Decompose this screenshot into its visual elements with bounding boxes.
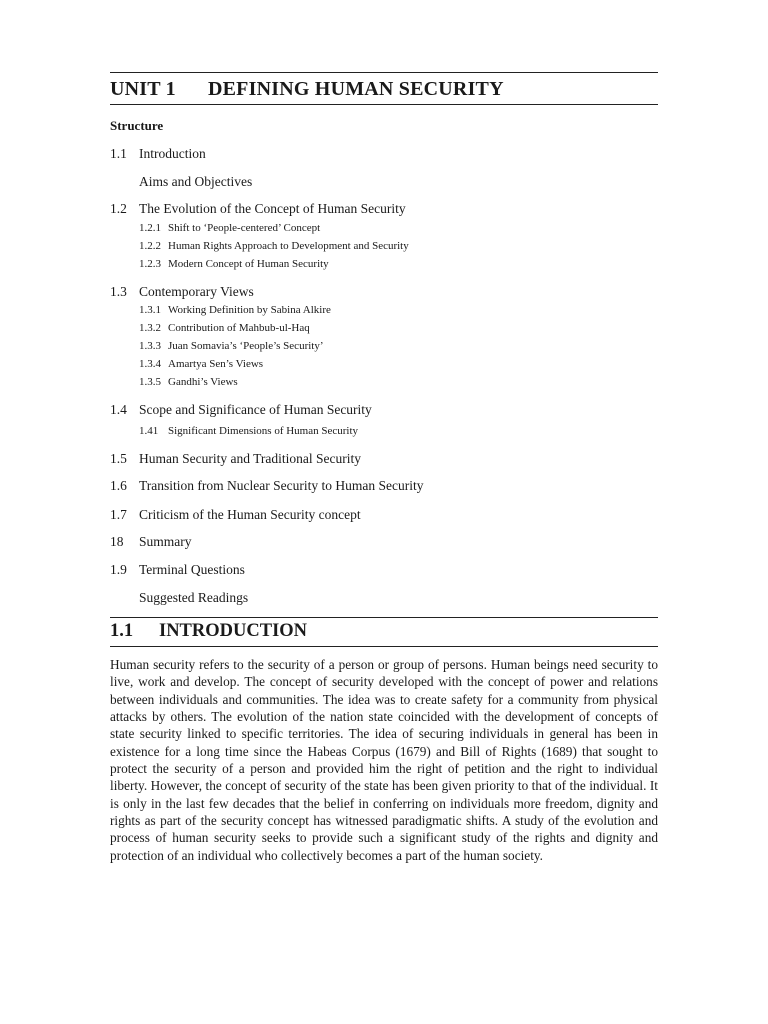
toc-label: Significant Dimensions of Human Security [168,425,359,437]
toc-number: 1.3.2 [139,322,161,334]
toc-subitem [139,340,324,352]
toc-label: Juan Somavia’s ‘People’s Security’ [168,340,324,352]
toc-label: The Evolution of the Concept of Human Security [139,201,406,216]
toc-item [110,284,254,300]
toc-subitem [139,425,358,437]
toc-number: 1.5 [110,451,127,466]
toc-number: 1.41 [139,425,159,437]
toc-number: 1.2 [110,201,127,216]
toc-label: Shift to ‘People-centered’ Concept [168,222,321,234]
toc-item [110,507,361,523]
toc-label: Transition from Nuclear Security to Human Security [139,478,424,493]
toc-subitem [139,222,320,234]
toc-label: Modern Concept of Human Security [168,258,329,270]
toc-number: 1.1 [110,146,127,161]
toc-number: 1.6 [110,478,127,493]
toc-item [110,478,423,494]
toc-number: 18 [110,534,124,549]
structure-heading: Structure [110,118,164,133]
toc-subitem [139,258,329,270]
section-title [110,621,307,642]
toc-number: 1.4 [110,402,127,417]
toc-number: 1.2.2 [139,240,161,252]
toc-item [110,201,406,217]
toc-label: Gandhi’s Views [168,376,238,388]
toc-label: Contemporary Views [139,284,254,299]
section-number: 1.1 [110,621,134,641]
toc-number: 1.3 [110,284,127,299]
toc-subitem [139,322,310,334]
toc-label: Criticism of the Human Security concept [139,507,361,522]
toc-item [110,451,361,467]
toc-label: Introduction [139,146,206,161]
toc-subitem [139,358,263,370]
toc-subitem [139,304,331,316]
toc-item [110,590,248,606]
toc-label: Amartya Sen’s Views [168,358,264,370]
toc-number: 1.7 [110,507,127,522]
toc-number: 1.9 [110,562,127,577]
toc-number: 1.3.5 [139,376,161,388]
toc-label: Terminal Questions [139,562,245,577]
toc-label: Summary [139,534,192,549]
toc-label: Scope and Significance of Human Security [139,402,372,417]
toc-number: 1.2.3 [139,258,161,270]
toc-label: Human Security and Traditional Security [139,451,361,466]
toc-item [110,562,245,578]
toc-subitem [139,240,409,252]
toc-item [110,146,206,162]
toc-label: Contribution of Mahbub-ul-Haq [168,322,310,334]
title-underline-rule [110,104,658,105]
toc-number: 1.3.4 [139,358,161,370]
toc-label: Aims and Objectives [139,174,253,189]
toc-item [110,174,252,190]
unit-label: UNIT 1 [110,78,176,100]
top-rule [110,72,658,73]
section-top-rule [110,617,658,618]
toc-subitem [139,376,238,388]
intro-paragraph: Human security refers to the security of a person or group of persons. Human beings need security to live, work and develop. The concept of security developed with the concept of power and relations between individuals and communities. The idea was to create safety for a community from physical attacks by others. The evolution of the nation state coincided with the development of concepts of state security linked to specific territories. The idea of securing individuals in general has been in existence for a long time since the Habeas Corpus (1679) and Bill of Rights (1689) that sought to protect the security of a person and provided him the right of petition and the right to individual liberty. However, the concept of security of the state has been given priority to that of the individual. It is only in the last few decades that the belief in conferring on individuals more freedom, dignity and rights as part of the security concept has witnessed paradigmatic shifts. A study of the evolution and process of human security seeks to provide such a significant study of the rights and dignity and protection of an individual who collectively becomes a part of the human society. [110,657,658,863]
toc-label: Human Rights Approach to Development and Security [168,240,409,252]
toc-number: 1.2.1 [139,222,161,234]
toc-label: Suggested Readings [139,590,249,605]
unit-heading: DEFINING HUMAN SECURITY [208,78,504,100]
section-bottom-rule [110,646,658,647]
toc-label: Working Definition by Sabina Alkire [168,304,331,316]
toc-item [110,534,192,550]
toc-number: 1.3.3 [139,340,161,352]
unit-title [110,78,658,101]
toc-item [110,402,372,418]
toc-number: 1.3.1 [139,304,161,316]
section-heading: INTRODUCTION [159,621,308,641]
